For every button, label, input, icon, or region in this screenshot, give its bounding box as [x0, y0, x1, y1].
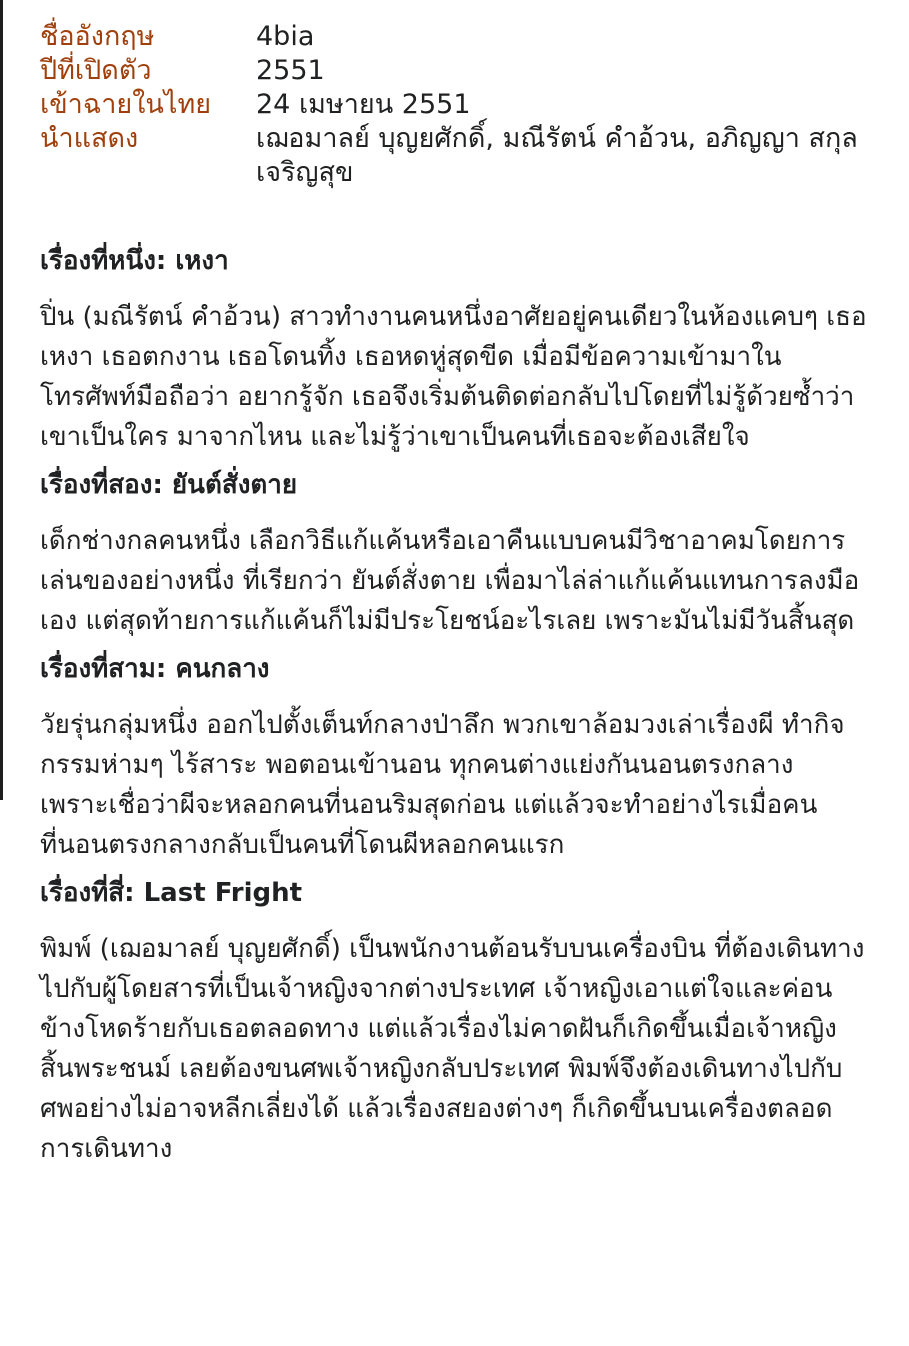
infobox-row-english-title — [40, 20, 880, 54]
infobox — [40, 20, 880, 190]
story-section — [40, 875, 870, 1169]
story-heading: เรื่องที่สาม: คนกลาง — [40, 654, 270, 684]
story-paragraph: ปิ่น (มณีรัตน์ คำอ้วน) สาวทำงานคนหนึ่งอาศัยอยู่คนเดียวในห้องแคบๆ เธอเหงา เธอตกงาน เธอโดนทิ้ง เธอหดหู่สุดขีด เมื่อมีข้อความเข้ามาในโทรศัพท์มือถือว่า อยากรู้จัก เธอจึงเริ่มต้นติดต่อกลับไปโดยที่ไม่รู้ด้วยซ้ำว่าเขาเป็นใคร มาจากไหน และไม่รู้ว่าเขาเป็นคนที่เธอจะต้องเสียใจ — [40, 302, 867, 452]
story-list — [40, 243, 870, 1179]
infobox-value: 4bia — [256, 21, 315, 52]
story-paragraph: วัยรุ่นกลุ่มหนึ่ง ออกไปตั้งเต็นท์กลางป่าลึก พวกเขาล้อมวงเล่าเรื่องผี ทำกิจกรรมห่ามๆ ไร้สาระ พอตอนเข้านอน ทุกคนต่างแย่งกันนอนตรงกลาง เพราะเชื่อว่าผีจะหลอกคนที่นอนริมสุดก่อน แต่แล้วจะทำอย่างไรเมื่อคนที่นอนตรงกลางกลับเป็นคนที่โดนผีหลอกคนแรก — [40, 710, 845, 860]
story-paragraph: เด็กช่างกลคนหนึ่ง เลือกวิธีแก้แค้นหรือเอาคืนแบบคนมีวิชาอาคมโดยการเล่นของอย่างหนึ่ง ที่เรียกว่า ยันต์สั่งตาย เพื่อมาไล่ล่าแก้แค้นแทนการลงมือเอง แต่สุดท้ายการแก้แค้นก็ไม่มีประโยชน์อะไรเลย เพราะมันไม่มีวันสิ้นสุด — [40, 526, 860, 636]
story-section — [40, 243, 870, 457]
story-heading: เรื่องที่สอง: ยันต์สั่งตาย — [40, 470, 298, 500]
story-heading: เรื่องที่หนึ่ง: เหงา — [40, 246, 229, 276]
story-paragraph: พิมพ์ (เฌอมาลย์ บุญยศักดิ์) เป็นพนักงานต้อนรับบนเครื่องบิน ที่ต้องเดินทางไปกับผู้โดยสารที่เป็นเจ้าหญิงจากต่างประเทศ เจ้าหญิงเอาแต่ใจและค่อนข้างโหดร้ายกับเธอตลอดทาง แต่แล้วเรื่องไม่คาดฝันก็เกิดขึ้นเมื่อเจ้าหญิงสิ้นพระชนม์ เลยต้องขนศพเจ้าหญิงกลับประเทศ พิมพ์จึงต้องเดินทางไปกับศพอย่างไม่อาจหลีกเลี่ยงได้ แล้วเรื่องสยองต่างๆ ก็เกิดขึ้นบนเครื่องตลอดการเดินทาง — [40, 934, 865, 1164]
infobox-label: ปีที่เปิดตัว — [40, 55, 152, 86]
story-section — [40, 651, 870, 865]
infobox-value: เฌอมาลย์ บุญยศักดิ์, มณีรัตน์ คำอ้วน, อภิญญา สกุลเจริญสุข — [256, 123, 858, 188]
infobox-row-starring — [40, 122, 880, 190]
infobox-value: 24 เมษายน 2551 — [256, 89, 471, 120]
story-section — [40, 467, 870, 641]
infobox-label: นำแสดง — [40, 123, 139, 154]
story-heading: เรื่องที่สี่: Last Fright — [40, 878, 303, 908]
infobox-label: ชื่ออังกฤษ — [40, 21, 155, 52]
infobox-row-thai-release — [40, 88, 880, 122]
left-border — [0, 0, 3, 800]
infobox-label: เข้าฉายในไทย — [40, 89, 212, 120]
infobox-value: 2551 — [256, 55, 325, 86]
infobox-row-release-year — [40, 54, 880, 88]
